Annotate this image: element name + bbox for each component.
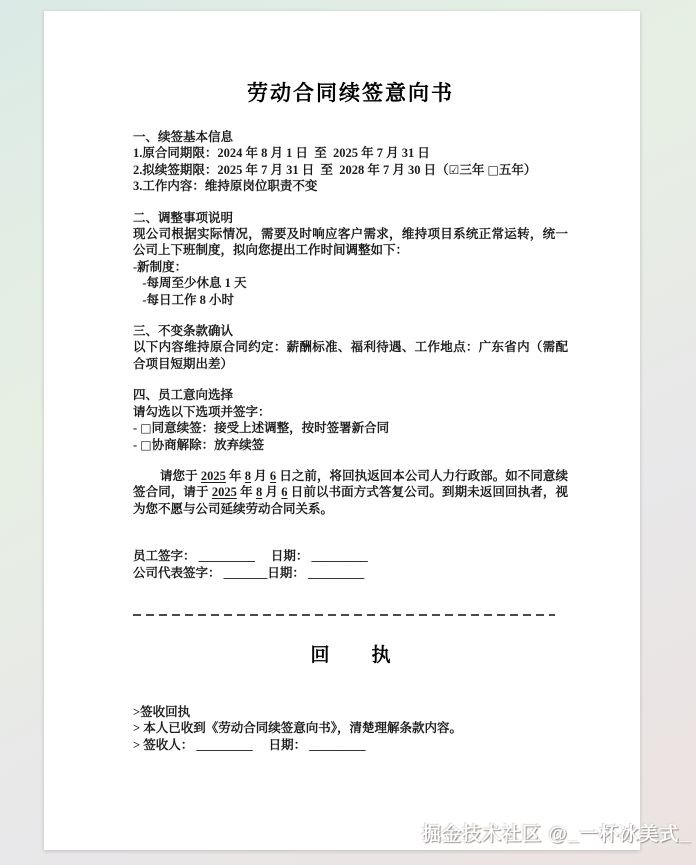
new-policy-label: -新制度： (133, 259, 188, 274)
employee-date-label: 日期： (270, 549, 312, 564)
option-dash: - (133, 437, 141, 452)
adjustment-heading: 二、调整事项说明 (133, 210, 234, 225)
company-signature-label: 公司代表签字： (133, 565, 224, 580)
employee-signature-label: 员工签字： (133, 549, 199, 564)
section-basic-info (133, 129, 568, 195)
receipt-date-blank: _________ (309, 737, 366, 752)
checkbox-unchecked-icon: □ (140, 421, 152, 436)
option-terminate-text: 协商解除：放弃续签 (151, 437, 265, 452)
notice-day-underlined: 6 (281, 485, 288, 500)
receipt-signee-blank: _________ (196, 737, 253, 752)
receipt-title-right: 执 (371, 644, 391, 666)
receipt-title-left: 回 (310, 644, 330, 666)
basic-info-heading: 一、续签基本信息 (133, 130, 234, 144)
renewal-term-line (133, 162, 568, 178)
notice-text: 年 (225, 468, 245, 483)
notice-day-underlined: 6 (269, 468, 277, 483)
unchanged-heading: 三、不变条款确认 (133, 324, 234, 339)
option-terminate (133, 437, 568, 453)
notice-year-underlined: 2025 (211, 485, 237, 500)
policy-item-hours: -每日工作 8 小时 (133, 292, 235, 307)
notice-text: 月 (262, 485, 282, 500)
receipt-title (133, 640, 568, 667)
unchanged-body: 以下内容维持原合同约定：薪酬标准、福利待遇、工作地点：广东省内（需配合项目短期出差） (133, 340, 568, 371)
work-content-line: 3.工作内容：维持原岗位职责不变 (133, 179, 318, 194)
return-notice-paragraph (133, 468, 568, 517)
notice-year-underlined: 2025 (200, 468, 226, 483)
adjustment-body: 现公司根据实际情况，需要及时响应客户需求，维持项目系统正常运转，统一公司上下班制度，拟向您提出工作时间调整如下： (133, 227, 568, 258)
watermark-text: 掘金技术社区 @_一杯冰美式_ (422, 824, 691, 845)
company-date-blank: _________ (308, 565, 365, 580)
document-title: 劳动合同续签意向书 (247, 82, 454, 105)
original-term-line: 1.原合同期限：2024 年 8 月 1 日 至 2025 年 7 月 31 日 (133, 146, 430, 161)
renewal-term-text: 2.拟续签期限：2025 年 7 月 31 日 至 2028 年 7 月 30 日（ (133, 162, 449, 177)
checkbox-checked-icon: ☑ (448, 162, 460, 177)
receipt-line-received: > 本人已收到《劳动合同续签意向书》，清楚理解条款内容。 (133, 721, 462, 736)
five-year-label: 五年） (498, 162, 537, 177)
intent-instruction: 请勾选以下选项并签字： (133, 404, 271, 419)
notice-text: 日前以书面方式答复公司。到期未返回回执者，视为您不愿与公司延续劳动合同关系。 (133, 485, 568, 516)
option-agree-text: 同意续签：接受上述调整，按时签署新合同 (151, 421, 390, 436)
notice-text: 月 (251, 468, 270, 483)
receipt-date-label: 日期： (268, 737, 310, 752)
receipt-block (133, 704, 568, 753)
policy-item-rest: -每周至少休息 1 天 (133, 276, 247, 291)
notice-text: 年 (236, 485, 256, 500)
dashed-divider (133, 614, 555, 616)
notice-text: 日之前，将回执返回本公司人力行政部。如不同意续签合同，请于 (133, 468, 568, 500)
company-signature-row (133, 565, 568, 581)
section-adjustment (133, 210, 568, 308)
receipt-signee-label: > 签收人： (133, 737, 197, 752)
signature-block (133, 548, 568, 581)
employee-signature-blank: _________ (198, 549, 255, 564)
company-date-label: 日期： (267, 565, 309, 580)
notice-text: 请您于 (160, 468, 201, 483)
option-agree-renewal (133, 420, 568, 436)
section-unchanged-terms (133, 323, 568, 372)
checkbox-unchecked-icon: □ (487, 162, 499, 177)
section-employee-intent (133, 387, 568, 453)
checkbox-unchecked-icon: □ (140, 437, 152, 452)
receipt-line-acknowledge: >签收回执 (133, 704, 191, 719)
company-signature-blank: _______ (223, 565, 268, 580)
intent-heading: 四、员工意向选择 (133, 388, 234, 403)
receipt-signee-row (133, 737, 568, 753)
notice-month-underlined: 8 (255, 485, 263, 500)
option-dash: - (133, 421, 141, 436)
employee-signature-row (133, 548, 568, 564)
three-year-label: 三年 (459, 162, 488, 177)
document-page (44, 11, 640, 850)
employee-date-blank: _________ (311, 549, 368, 564)
notice-month-underlined: 8 (244, 468, 251, 483)
